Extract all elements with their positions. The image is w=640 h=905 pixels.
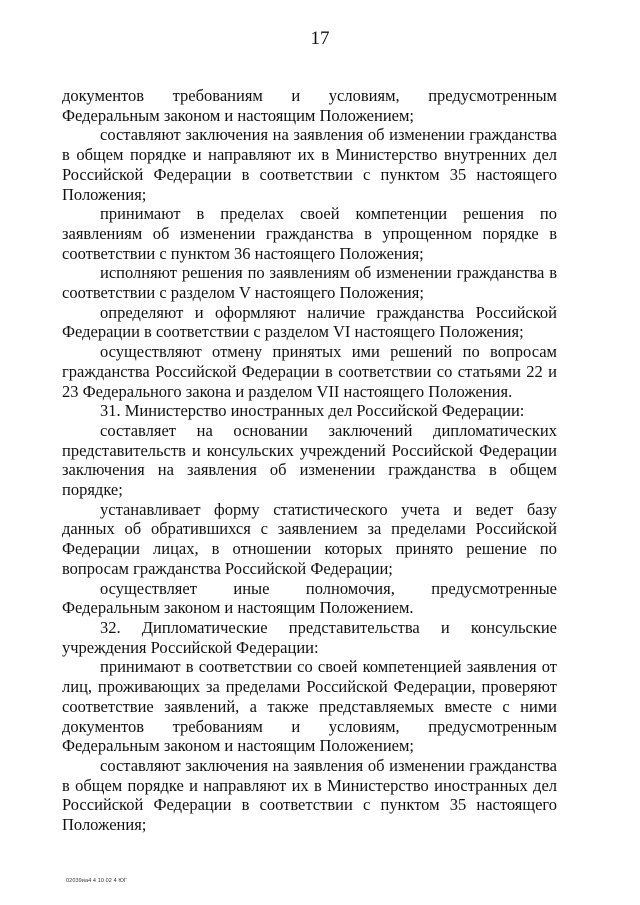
paragraph: принимают в соответствии со своей компетенцией заявления от лиц, проживающих за пределами Российской Федерации, проверяют соответствие заявлений, а также представляемых вместе с ними документов требованиям и условиям, предусмотренным Федеральным законом и настоящим Положением; bbox=[62, 657, 557, 756]
paragraph: документов требованиям и условиям, предусмотренным Федеральным законом и настоящим Положением; bbox=[62, 86, 557, 125]
paragraph: принимают в пределах своей компетенции решения по заявлениям об изменении гражданства в упрощенном порядке в соответствии с пунктом 36 настоящего Положения; bbox=[62, 204, 557, 263]
paragraph: устанавливает форму статистического учета и ведет базу данных об обратившихся с заявлением за пределами Российской Федерации лицах, в отношении которых принято решение по вопросам гражданства Российской Федерации; bbox=[62, 499, 557, 578]
paragraph: 31. Министерство иностранных дел Российской Федерации: bbox=[100, 401, 525, 421]
document-body bbox=[62, 86, 557, 835]
paragraph: составляют заключения на заявления об изменении гражданства в общем порядке и направляют их в Министерство внутренних дел Российской Федерации в соответствии с пунктом 35 настоящего Положения; bbox=[62, 125, 557, 204]
paragraph: исполняют решения по заявлениям об изменении гражданства в соответствии с разделом V настоящего Положения; bbox=[62, 263, 557, 303]
footer-code: 02039иа4 4 10 02 4 ЮГ bbox=[66, 878, 128, 884]
paragraph: 32. Дипломатические представительства и консульские учреждения Российской Федерации: bbox=[62, 617, 557, 657]
paragraph: составляют заключения на заявления об изменении гражданства в общем порядке и направляют их в Министерство иностранных дел Российской Федерации в соответствии с пунктом 35 настоящего Положения; bbox=[62, 755, 557, 835]
paragraph: осуществляет иные полномочия, предусмотренные Федеральным законом и настоящим Положением. bbox=[62, 578, 557, 618]
paragraph: составляет на основании заключений дипломатических представительств и консульских учреждений Российской Федерации заключения на заявления об изменении гражданства в общем порядке; bbox=[62, 420, 557, 500]
paragraph: определяют и оформляют наличие гражданства Российской Федерации в соответствии с разделом VI настоящего Положения; bbox=[62, 302, 557, 342]
page-number: 17 bbox=[310, 28, 330, 49]
paragraph: осуществляют отмену принятых ими решений по вопросам гражданства Российской Федерации в соответствии со статьями 22 и 23 Федерального закона и разделом VII настоящего Положения. bbox=[62, 342, 557, 401]
